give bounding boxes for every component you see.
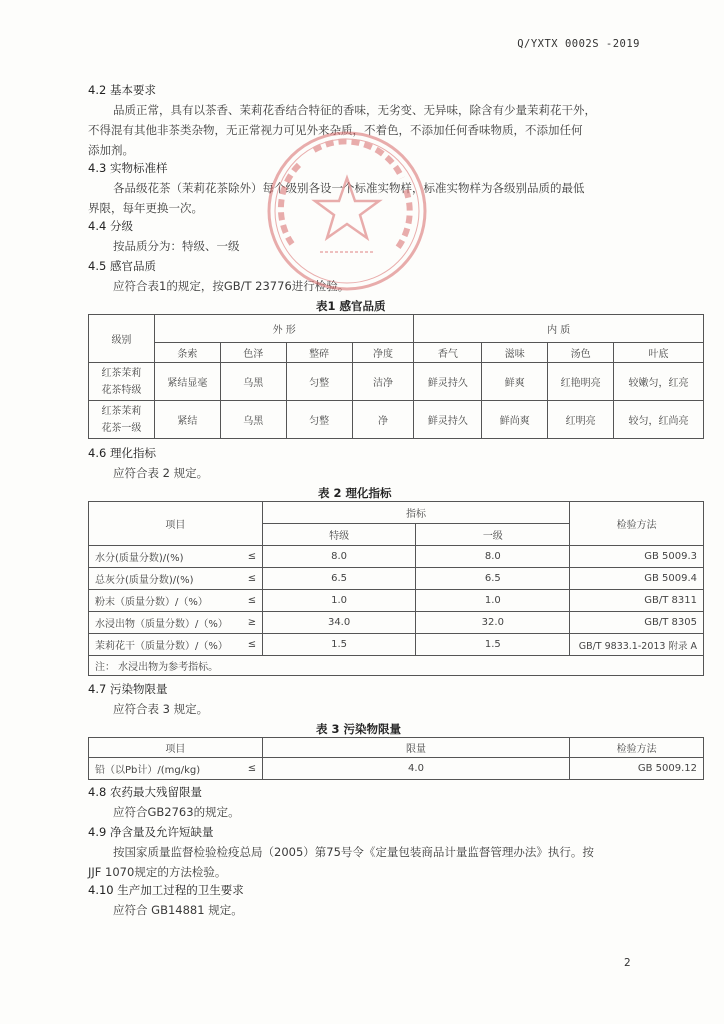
document-number: Q/YXTX 0002S -2019 <box>517 38 640 50</box>
table-cell: 鲜尚爽 <box>482 401 548 439</box>
table-cell: 鲜灵持久 <box>414 401 482 439</box>
table-1-grade-cell <box>89 363 155 401</box>
table-cell: 1.0 <box>262 590 416 612</box>
table-cell: 较匀，红尚亮 <box>614 401 704 439</box>
table-3-limit-header: 限量 <box>262 738 569 758</box>
table-1-outer-header: 外 形 <box>154 315 414 343</box>
table-2-note: 注： 水浸出物为参考指标。 <box>89 656 704 676</box>
table-3-contaminants <box>88 737 704 780</box>
table-cell: GB 5009.12 <box>570 758 704 780</box>
table-cell: 8.0 <box>416 546 570 568</box>
table-1-col-header: 条索 <box>154 343 220 363</box>
table-row <box>89 590 704 612</box>
section-4-4-title: 4.4 分级 <box>88 219 133 233</box>
table-2-item-cell <box>89 546 263 568</box>
table-cell: 乌黑 <box>220 401 286 439</box>
item-label: 水分(质量分数)/(%) <box>95 553 184 564</box>
table-cell: 1.5 <box>262 634 416 656</box>
section-4-2-line-1: 品质正常，具有以茶香、茉莉花香结合特征的香味，无劣变、无异味，除含有少量茉莉花干外， <box>113 103 596 117</box>
section-4-2-line-3: 添加剂。 <box>88 143 134 157</box>
section-4-9-line-2: JJF 1070规定的方法检验。 <box>88 865 227 879</box>
table-cell: 匀整 <box>286 401 352 439</box>
section-4-3-line-1: 各品级花茶（茉莉花茶除外）每个级别各设一个标准实物样，标准实物样为各级别品质的最低 <box>113 181 585 195</box>
table-1-col-header: 色泽 <box>220 343 286 363</box>
table-row <box>89 363 704 401</box>
table-cell: 32.0 <box>416 612 570 634</box>
section-4-7-title: 4.7 污染物限量 <box>88 682 168 696</box>
section-4-9-body <box>88 842 704 882</box>
table-1-grade-header: 级别 <box>89 315 155 363</box>
page-number: 2 <box>624 957 631 969</box>
table-2-physicochemical <box>88 501 704 676</box>
table-row <box>89 546 704 568</box>
table-cell: GB/T 8311 <box>570 590 704 612</box>
table-3-item-cell <box>89 758 263 780</box>
section-4-6-line-1: 应符合表 2 规定。 <box>113 466 209 480</box>
table-row <box>89 401 704 439</box>
comparison-symbol: ≤ <box>247 595 257 606</box>
item-label: 铅（以Pb计）/(mg/kg) <box>95 765 201 776</box>
company-seal-stamp <box>262 126 432 296</box>
section-4-8-title: 4.8 农药最大残留限量 <box>88 785 202 799</box>
table-2-method-header: 检验方法 <box>570 502 704 546</box>
item-label: 粉末（质量分数）/（%） <box>95 597 208 608</box>
item-label: 总灰分(质量分数)/(%) <box>95 575 194 586</box>
table-3-caption: 表 3 污染物限量 <box>316 722 402 736</box>
grade-line-2: 花茶一级 <box>101 422 142 434</box>
section-4-3-line-2: 界限，每年更换一次。 <box>88 201 203 215</box>
table-cell: 鲜爽 <box>482 363 548 401</box>
comparison-symbol: ≤ <box>247 551 257 562</box>
item-label: 茉莉花干（质量分数）/（%） <box>95 641 228 652</box>
table-1-col-header: 整碎 <box>286 343 352 363</box>
comparison-symbol: ≥ <box>247 617 257 628</box>
table-cell: 1.0 <box>416 590 570 612</box>
grade-line-1: 红茶茉莉 <box>101 405 142 417</box>
grade-line-2: 花茶特级 <box>101 384 142 396</box>
table-cell: 紧结 <box>154 401 220 439</box>
grade-line-1: 红茶茉莉 <box>101 367 142 379</box>
section-4-5-title: 4.5 感官品质 <box>88 259 156 273</box>
table-1-col-header: 净度 <box>352 343 414 363</box>
comparison-symbol: ≤ <box>247 639 257 650</box>
table-cell: GB 5009.4 <box>570 568 704 590</box>
table-2-caption: 表 2 理化指标 <box>318 486 392 500</box>
section-4-2-title: 4.2 基本要求 <box>88 83 156 97</box>
table-cell: 6.5 <box>416 568 570 590</box>
table-cell: 6.5 <box>262 568 416 590</box>
table-2-grade-first: 一级 <box>416 524 570 546</box>
table-1-grade-cell <box>89 401 155 439</box>
table-cell: 8.0 <box>262 546 416 568</box>
table-cell: 4.0 <box>262 758 569 780</box>
table-1-sensory <box>88 314 704 439</box>
section-4-10-title: 4.10 生产加工过程的卫生要求 <box>88 883 244 897</box>
table-3-method-header: 检验方法 <box>570 738 704 758</box>
item-label: 水浸出物（质量分数）/（%） <box>95 619 228 630</box>
section-4-10-line-1: 应符合 GB14881 规定。 <box>113 903 243 917</box>
section-4-5-line-1: 应符合表1的规定，按GB/T 23776进行检验。 <box>113 279 350 293</box>
table-cell: 较嫩匀，红亮 <box>614 363 704 401</box>
table-1-col-header: 香气 <box>414 343 482 363</box>
table-1-col-header: 叶底 <box>614 343 704 363</box>
table-cell: 1.5 <box>416 634 570 656</box>
table-row <box>89 758 704 780</box>
table-cell: GB/T 9833.1-2013 附录 A <box>570 634 704 656</box>
section-4-4-line-1: 按品质分为：特级、一级 <box>113 239 240 253</box>
table-row <box>89 568 704 590</box>
section-4-2-line-2: 不得混有其他非茶类杂物，无正常视力可见外来杂质，不着色，不添加任何香味物质，不添加任何 <box>88 123 583 137</box>
section-4-7-line-1: 应符合表 3 规定。 <box>113 702 209 716</box>
table-1-col-header: 滋味 <box>482 343 548 363</box>
table-cell: 乌黑 <box>220 363 286 401</box>
table-cell: 紧结显毫 <box>154 363 220 401</box>
table-2-item-cell <box>89 590 263 612</box>
table-1-inner-header: 内 质 <box>414 315 704 343</box>
table-2-grade-special: 特级 <box>262 524 416 546</box>
section-4-8-line-1: 应符合GB2763的规定。 <box>113 805 240 819</box>
table-2-item-header: 项目 <box>89 502 263 546</box>
table-2-item-cell <box>89 568 263 590</box>
table-1-col-header: 汤色 <box>548 343 614 363</box>
table-cell: 34.0 <box>262 612 416 634</box>
table-1-caption: 表1 感官品质 <box>316 299 386 313</box>
comparison-symbol: ≤ <box>247 763 257 774</box>
comparison-symbol: ≤ <box>247 573 257 584</box>
section-4-3-title: 4.3 实物标准样 <box>88 161 168 175</box>
table-row <box>89 612 704 634</box>
section-4-9-line-1: 按国家质量监督检验检疫总局（2005）第75号令《定量包装商品计量监督管理办法》执行。按 <box>113 845 594 859</box>
table-3-item-header: 项目 <box>89 738 263 758</box>
section-4-6-title: 4.6 理化指标 <box>88 446 156 460</box>
table-cell: 净 <box>352 401 414 439</box>
table-cell: 洁净 <box>352 363 414 401</box>
table-cell: GB 5009.3 <box>570 546 704 568</box>
table-2-item-cell <box>89 612 263 634</box>
section-4-9-title: 4.9 净含量及允许短缺量 <box>88 825 214 839</box>
table-cell: 鲜灵持久 <box>414 363 482 401</box>
table-cell: 红艳明亮 <box>548 363 614 401</box>
table-row <box>89 634 704 656</box>
table-cell: 红明亮 <box>548 401 614 439</box>
table-2-index-header: 指标 <box>262 502 569 524</box>
table-cell: GB/T 8305 <box>570 612 704 634</box>
table-cell: 匀整 <box>286 363 352 401</box>
table-2-item-cell <box>89 634 263 656</box>
